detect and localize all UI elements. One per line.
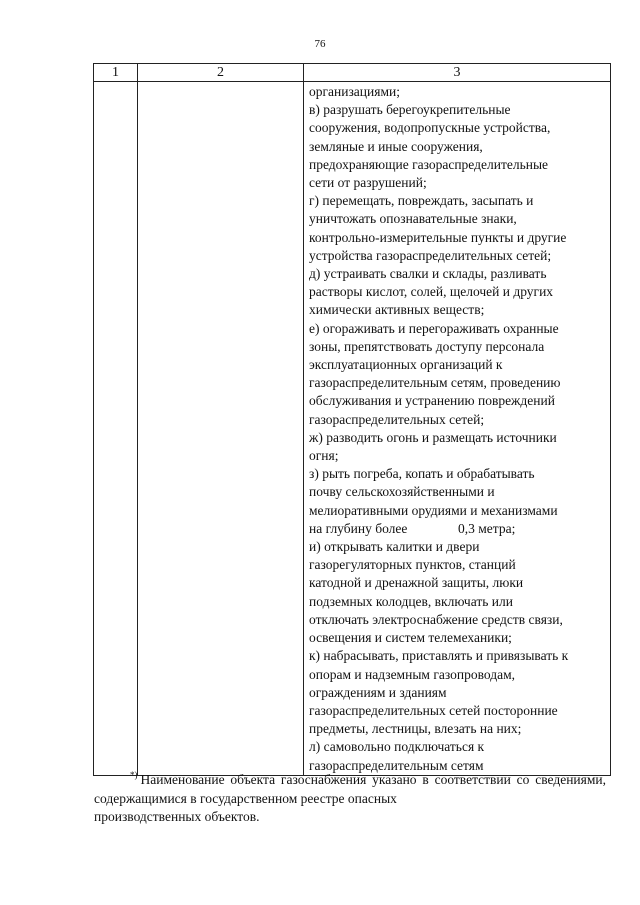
footnote-marker: *) bbox=[130, 770, 138, 780]
text-line: газораспределительных сетей; bbox=[309, 411, 485, 427]
text-line: огня; bbox=[309, 448, 339, 464]
text-line: г) перемещать, повреждать, засыпать и bbox=[309, 193, 534, 209]
footnote-line-1 bbox=[94, 766, 606, 808]
text-line: газораспределительным сетям, проведению bbox=[309, 375, 561, 391]
text-line: земляные и иные сооружения, bbox=[309, 138, 483, 154]
column-header-1: 1 bbox=[94, 64, 138, 82]
text-line: и) открывать калитки и двери bbox=[309, 539, 480, 555]
text-line: эксплуатационных организаций к bbox=[309, 357, 503, 373]
text-line: устройства газораспределительных сетей; bbox=[309, 247, 552, 263]
text-line: химически активных веществ; bbox=[309, 302, 485, 318]
text-line: растворы кислот, солей, щелочей и других bbox=[309, 284, 554, 300]
text-line: освещения и систем телемеханики; bbox=[309, 630, 512, 646]
table-cell-column-2 bbox=[138, 82, 304, 776]
footnote-text: Наименование объекта газоснабжения указано в соответствии со сведениями, содержащимися в государственном реестре опасных bbox=[94, 772, 606, 806]
footnote-line-2: производственных объектов. bbox=[94, 809, 260, 824]
prohibitions-list-text bbox=[304, 82, 610, 775]
text-line: д) устраивать свалки и склады, разливать bbox=[309, 266, 547, 282]
text-line: к) набрасывать, приставлять и привязывать к bbox=[309, 648, 569, 664]
text-line: з) рыть погреба, копать и обрабатывать bbox=[309, 466, 535, 482]
text-line: ж) разводить огонь и размещать источники bbox=[309, 429, 557, 445]
text-line: уничтожать опознавательные знаки, bbox=[309, 211, 517, 227]
text-line: организациями; bbox=[309, 84, 400, 99]
document-table bbox=[93, 63, 611, 776]
text-line: опорам и надземным газопроводам, bbox=[309, 666, 515, 682]
text-line: е) огораживать и перегораживать охранные bbox=[309, 320, 559, 336]
text-line: сети от разрушений; bbox=[309, 175, 427, 191]
text-line: мелиоративными орудиями и механизмами bbox=[309, 502, 558, 518]
text-line: обслуживания и устранению повреждений bbox=[309, 393, 555, 409]
text-line: на глубину более 0,3 метра; bbox=[309, 520, 516, 536]
text-line: предметы, лестницы, влезать на них; bbox=[309, 721, 522, 737]
table-cell-column-1 bbox=[94, 82, 138, 776]
text-line: катодной и дренажной защиты, люки bbox=[309, 575, 524, 591]
table-header-row bbox=[94, 64, 611, 82]
text-line: газораспределительных сетей посторонние bbox=[309, 702, 558, 718]
text-line: ограждениям и зданиям bbox=[309, 684, 447, 700]
table-row bbox=[94, 82, 611, 776]
footnote bbox=[94, 766, 606, 827]
text-line: зоны, препятствовать доступу персонала bbox=[309, 338, 545, 354]
text-line: отключать электроснабжение средств связи, bbox=[309, 611, 563, 627]
column-header-2: 2 bbox=[138, 64, 304, 82]
text-line: предохраняющие газораспределительные bbox=[309, 156, 549, 172]
text-line: в) разрушать берегоукрепительные bbox=[309, 102, 511, 118]
table-cell-column-3 bbox=[304, 82, 611, 776]
column-header-3: 3 bbox=[304, 64, 611, 82]
text-line: газорегуляторных пунктов, станций bbox=[309, 557, 516, 573]
text-line: сооружения, водопропускные устройства, bbox=[309, 120, 551, 136]
page-number: 76 bbox=[314, 38, 326, 50]
text-line: контрольно-измерительные пункты и другие bbox=[309, 229, 567, 245]
text-line: подземных колодцев, включать или bbox=[309, 593, 513, 609]
text-line: почву сельскохозяйственными и bbox=[309, 484, 495, 500]
text-line: газораспределительным сетям bbox=[309, 757, 484, 773]
text-line: л) самовольно подключаться к bbox=[309, 739, 485, 755]
